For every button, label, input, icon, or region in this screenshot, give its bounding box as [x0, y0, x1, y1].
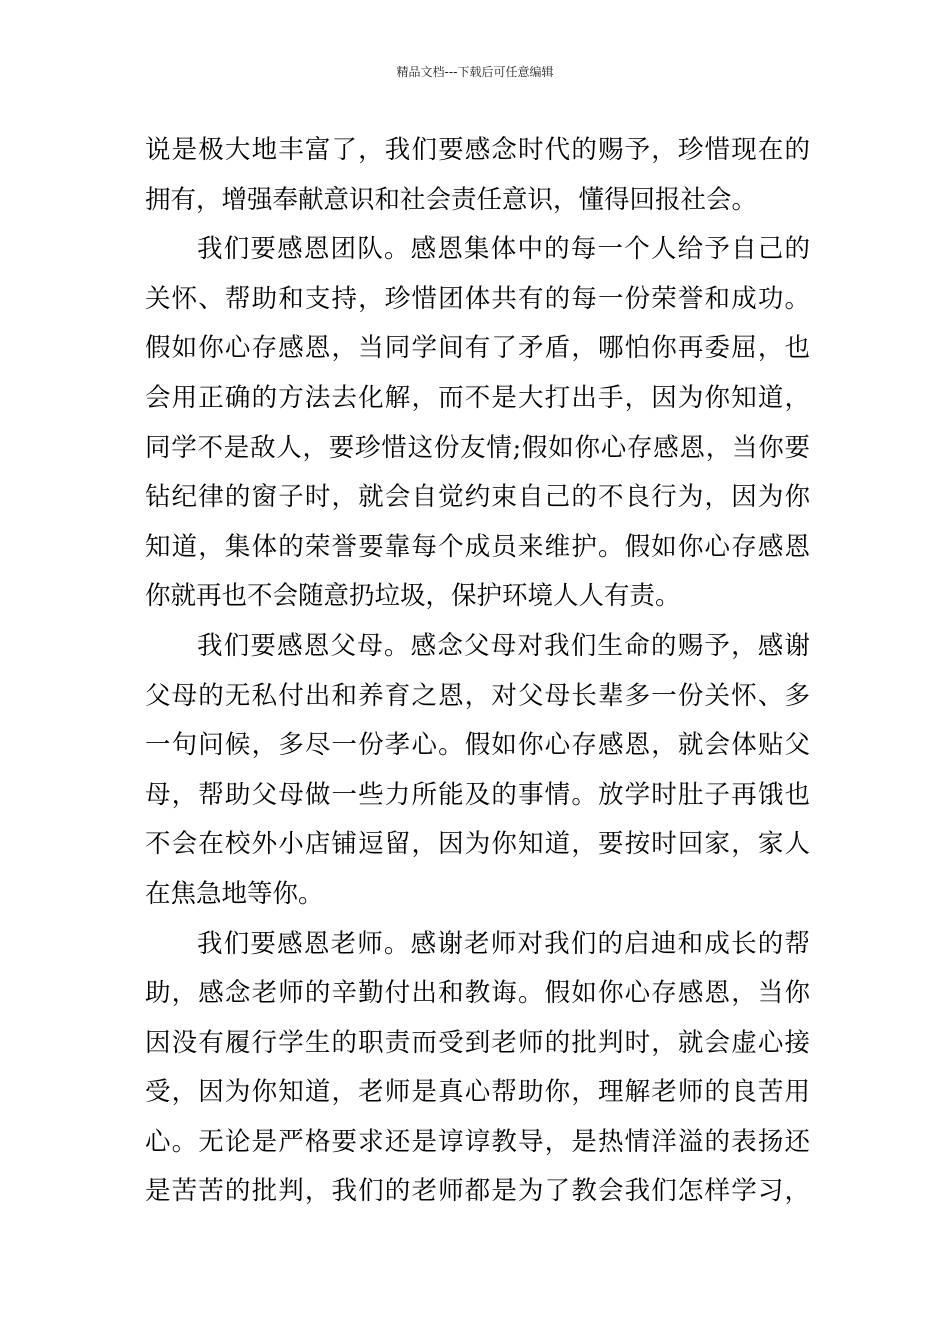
text-line: 母，帮助父母做一些力所能及的事情。放学时肚子再饿也	[145, 779, 810, 810]
text-line: 我们要感恩团队。感恩集体中的每一个人给予自己的	[197, 234, 810, 265]
text-line: 同学不是敌人，要珍惜这份友情;假如你心存感恩，当你要	[145, 432, 810, 463]
text-line: 说是极大地丰富了，我们要感念时代的赐予，珍惜现在的	[145, 135, 810, 165]
text-line: 助，感念老师的辛勤付出和教诲。假如你心存感恩，当你	[145, 978, 810, 1009]
text-line: 假如你心存感恩，当同学间有了矛盾，哪怕你再委屈，也	[145, 333, 810, 364]
text-line: 你就再也不会随意扔垃圾，保护环境人人有责。	[145, 581, 681, 612]
text-line: 在焦急地等你。	[145, 878, 324, 909]
text-line: 关怀、帮助和支持，珍惜团体共有的每一份荣誉和成功。	[145, 283, 810, 314]
text-line: 心。无论是严格要求还是谆谆教导，是热情洋溢的表扬还	[145, 1126, 810, 1157]
text-line: 钻纪律的窗子时，就会自觉约束自己的不良行为，因为你	[145, 482, 810, 513]
text-line: 是苦苦的批判，我们的老师都是为了教会我们怎样学习，	[145, 1176, 810, 1207]
text-line: 拥有，增强奉献意识和社会责任意识，懂得回报社会。	[145, 184, 758, 215]
text-line: 一句问候，多尽一份孝心。假如你心存感恩，就会体贴父	[145, 730, 810, 761]
text-line: 会用正确的方法去化解，而不是大打出手，因为你知道，	[145, 382, 810, 413]
text-line: 父母的无私付出和养育之恩，对父母长辈多一份关怀、多	[145, 680, 810, 711]
text-line: 我们要感恩老师。感谢老师对我们的启迪和成长的帮	[197, 928, 810, 959]
page-header: 精品文档---下载后可任意编辑	[396, 65, 554, 79]
body-text	[145, 126, 810, 1217]
text-line: 不会在校外小店铺逗留，因为你知道，要按时回家，家人	[145, 829, 810, 860]
text-line: 知道，集体的荣誉要靠每个成员来维护。假如你心存感恩	[145, 531, 810, 562]
text-line: 因没有履行学生的职责而受到老师的批判时，就会虚心接	[145, 1027, 810, 1058]
text-line: 我们要感恩父母。感念父母对我们生命的赐予，感谢	[197, 630, 810, 661]
text-line: 受，因为你知道，老师是真心帮助你，理解老师的良苦用	[145, 1077, 810, 1108]
